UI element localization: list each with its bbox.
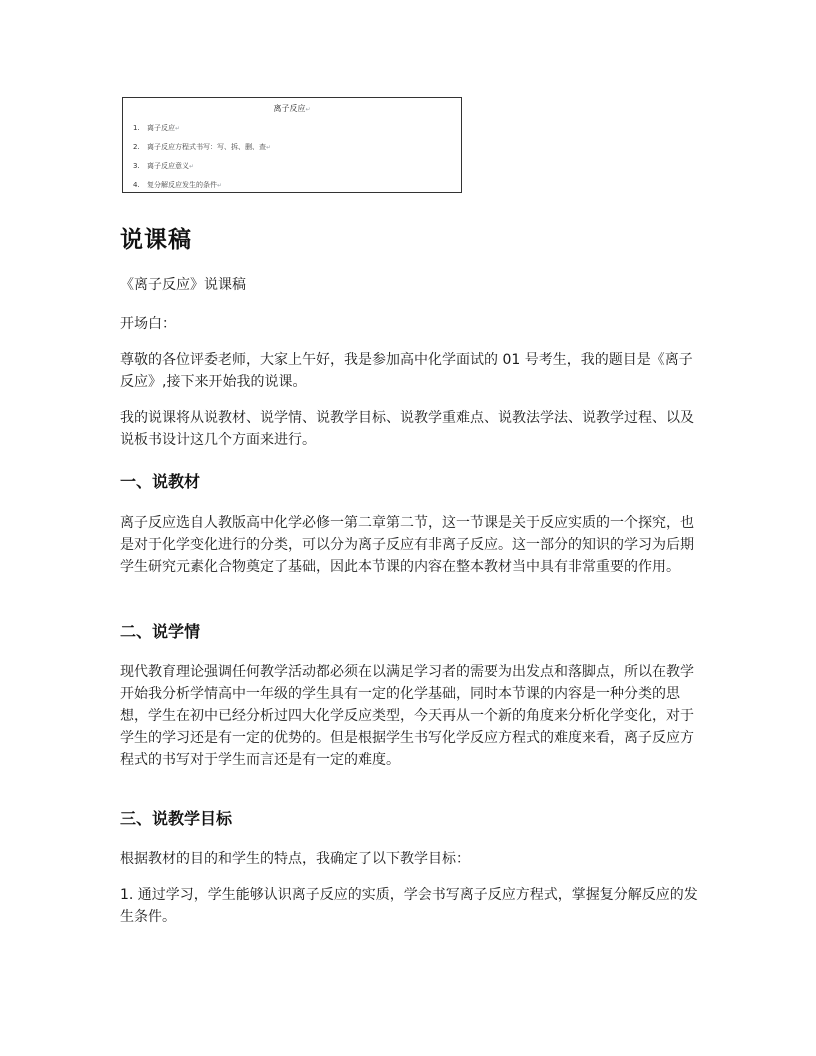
section-body-students: 现代教育理论强调任何教学活动都必须在以满足学习者的需要为出发点和落脚点，所以在教学开始我分析学情高中一年级的学生具有一定的化学基础，同时本节课的内容是一种分类的思想，学生在初中已经分析过四大化学反应类型，今天再从一个新的角度来分析化学变化，对于学生的学习还是有一定的优势的。但是根据学生书写化学反应方程式的难度来看，离子反应方程式的书写对于学生而言还是有一定的难度。 [120, 664, 694, 768]
section-body-textbook: 离子反应选自人教版高中化学必修一第二章第二节，这一节课是关于反应实质的一个探究，也是对于化学变化进行的分类，可以分为离子反应有非离子反应。这一部分的知识的学习为后期学生研究元素化合物奠定了基础，因此本节课的内容在整本教材当中具有非常重要的作用。 [120, 515, 694, 575]
slide-list [133, 124, 271, 200]
slide-item-number: 3. [133, 162, 140, 170]
slide-list-item: 2. 离子反应方程式书写：写、拆、删、查↵ [133, 143, 272, 151]
section-body-goals: 根据教材的目的和学生的特点，我确定了以下教学目标： [120, 851, 470, 867]
outline-paragraph: 我的说课将从说教材、说学情、说教学目标、说教学重难点、说教法学法、说教学过程、以及说板书设计这几个方面来进行。 [120, 410, 694, 448]
slide-list-item: 3. 离子反应意义↵ [133, 162, 195, 170]
slide-item-number: 1. [133, 124, 140, 132]
slide-item-text: 离子反应 [147, 124, 175, 132]
opening-label: 开场白： [120, 316, 176, 332]
section-heading-textbook: 一、说教材 [120, 472, 201, 491]
slide-item-number: 4. [133, 181, 140, 189]
embedded-slide-image [122, 97, 462, 193]
slide-item-text: 离子反应方程式书写：写、拆、删、查 [147, 143, 266, 151]
slide-title: 离子反应↵ [273, 104, 311, 113]
slide-list-item: 1. 离子反应↵ [133, 124, 181, 132]
section-heading-students: 二、说学情 [120, 622, 201, 641]
slide-list-item: 4. 复分解反应发生的条件↵ [133, 181, 223, 189]
slide-item-text: 复分解反应发生的条件 [147, 181, 217, 189]
slide-item-number: 2. [133, 143, 140, 151]
document-heading: 说课稿 [120, 227, 192, 253]
slide-item-text: 离子反应意义 [147, 162, 189, 170]
slide-title-text: 离子反应 [273, 104, 306, 113]
greeting-paragraph: 尊敬的各位评委老师，大家上午好，我是参加高中化学面试的 01 号考生，我的题目是《离子反应》,接下来开始我的说课。 [120, 352, 693, 390]
goal-item-1: 1. 通过学习，学生能够认识离子反应的实质，学会书写离子反应方程式，掌握复分解反应的发生条件。 [120, 887, 698, 925]
section-heading-goals: 三、说教学目标 [120, 809, 233, 828]
document-subtitle: 《离子反应》说课稿 [120, 277, 246, 293]
